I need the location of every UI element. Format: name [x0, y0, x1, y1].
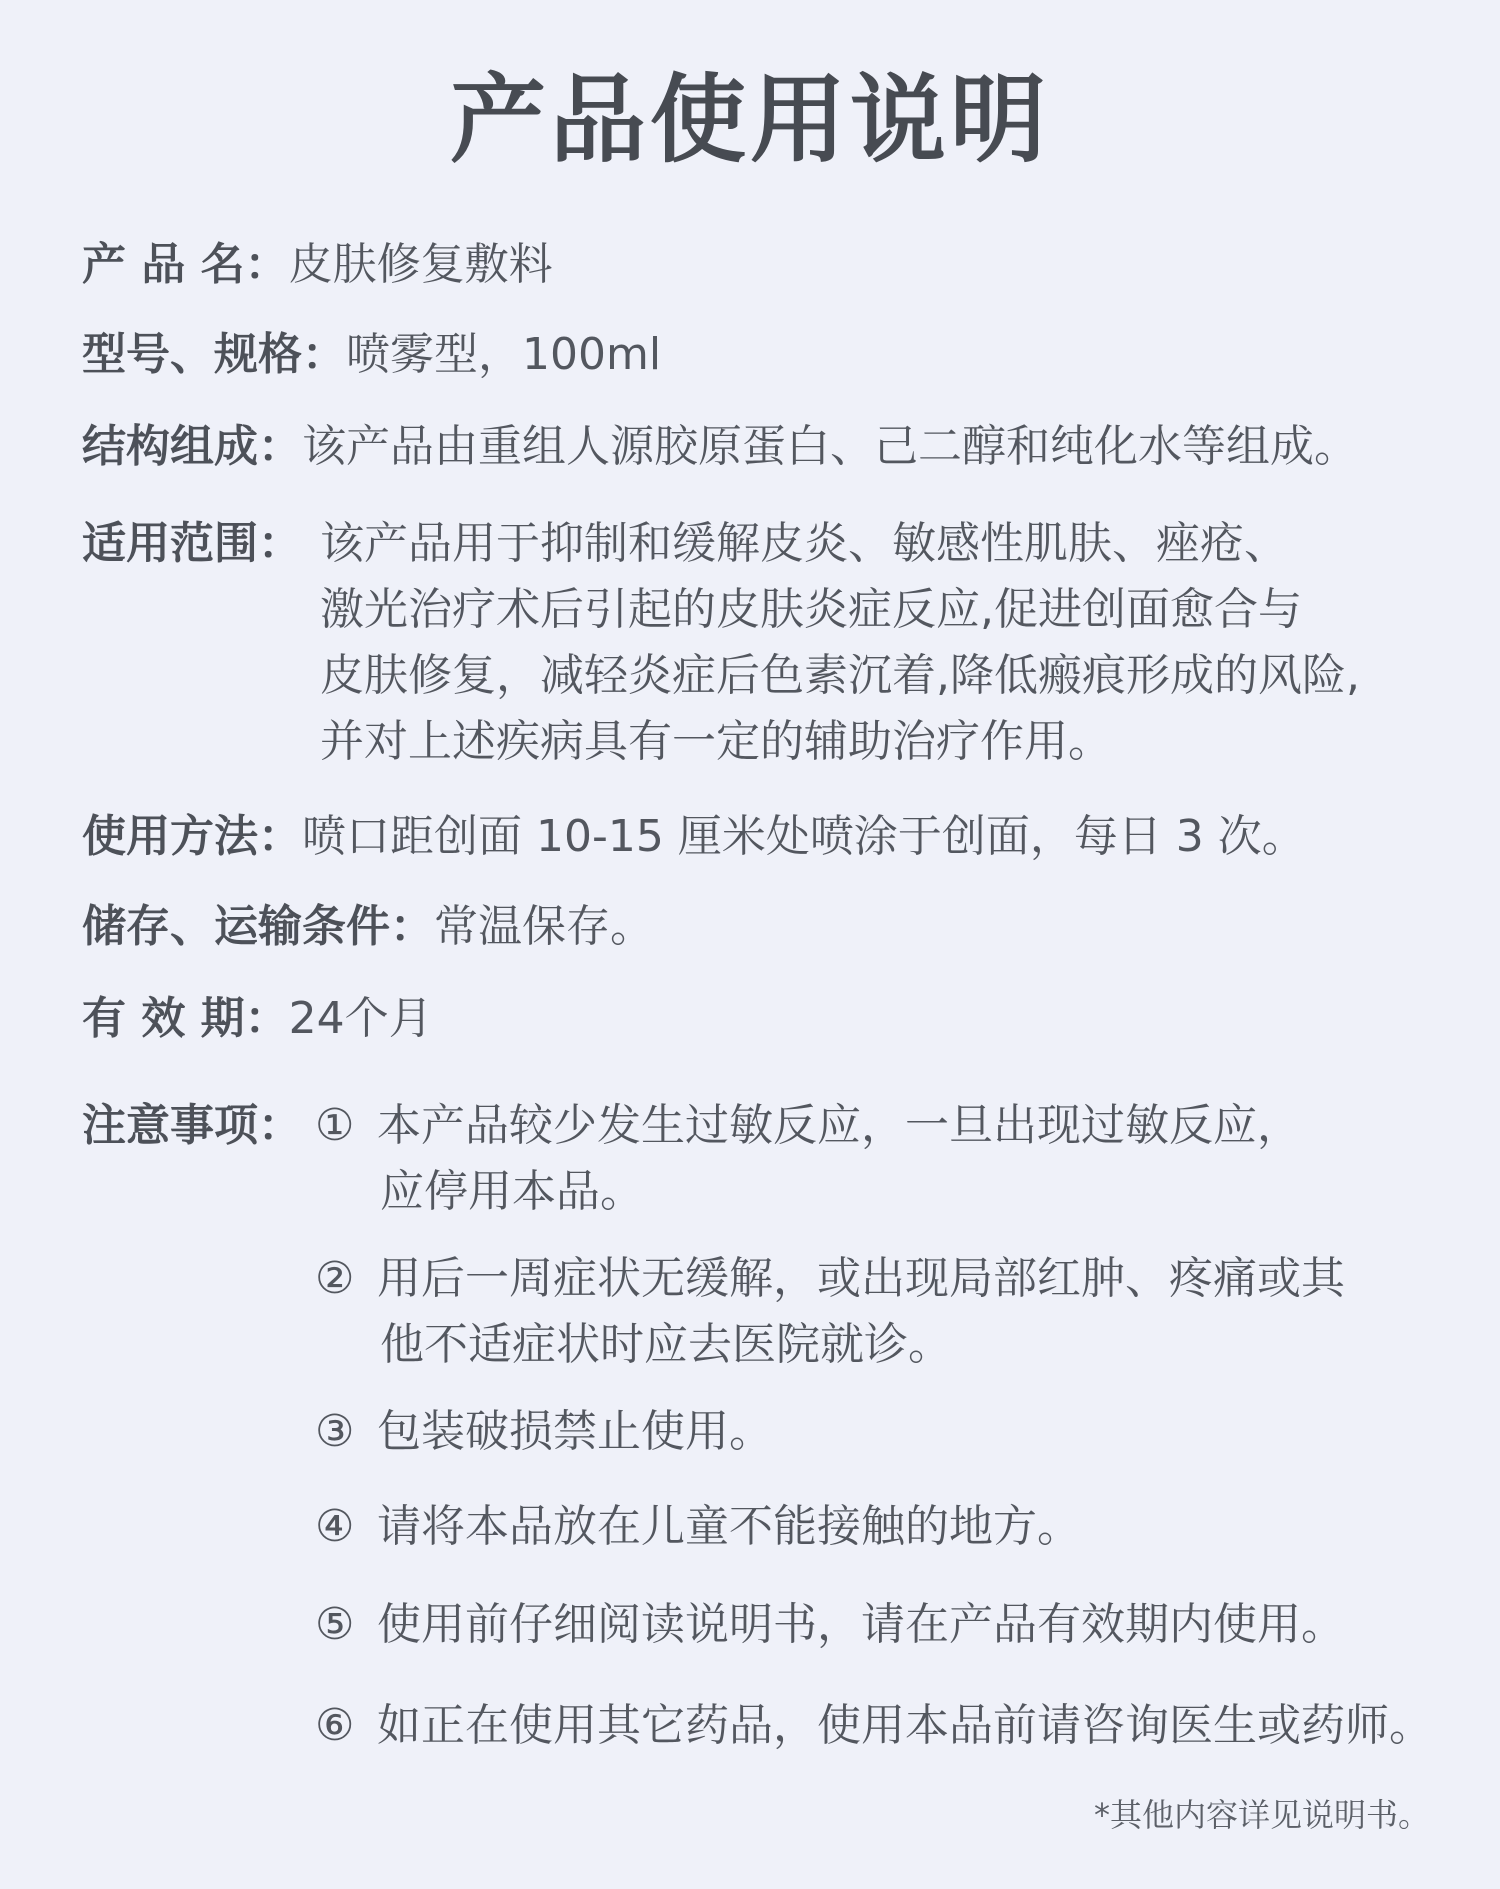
page-title: 产品使用说明 — [450, 64, 1050, 176]
note-item — [315, 1494, 1081, 1560]
note-number: ③ — [315, 1406, 355, 1457]
note-text: 使用前仔细阅读说明书，请在产品有效期内使用。 — [377, 1599, 1345, 1650]
model-value: 喷雾型，100ml — [346, 329, 662, 380]
product-name-value: 皮肤修复敷料 — [288, 239, 553, 290]
model-label: 型号、规格： — [82, 329, 346, 380]
note-text: 请将本品放在儿童不能接触的地方。 — [377, 1501, 1081, 1552]
note-number: ⑥ — [315, 1700, 355, 1751]
note-text: 本产品较少发生过敏反应，一旦出现过敏反应， — [377, 1100, 1301, 1151]
scope-label: 适用范围： — [82, 518, 302, 569]
composition-row — [82, 414, 1358, 480]
storage-label: 储存、运输条件： — [82, 901, 434, 952]
note-number: ② — [315, 1253, 355, 1304]
note-number: ⑤ — [315, 1599, 355, 1650]
validity-label: 有 效 期： — [82, 993, 289, 1044]
notes-label-row — [82, 1093, 302, 1159]
notes-label: 注意事项： — [82, 1100, 302, 1151]
scope-line: 激光治疗术后引起的皮肤炎症反应,促进创面愈合与 — [320, 584, 1302, 635]
product-name-row — [82, 232, 553, 298]
note-number: ① — [315, 1100, 355, 1151]
note-item — [315, 1246, 1345, 1312]
usage-label: 使用方法： — [82, 811, 302, 862]
validity-row — [82, 986, 433, 1052]
footnote: *其他内容详见说明书。 — [1093, 1796, 1430, 1834]
note-number: ④ — [315, 1501, 355, 1552]
note-text: 如正在使用其它药品，使用本品前请咨询医生或药师。 — [377, 1700, 1433, 1751]
note-text: 用后一周症状无缓解，或出现局部红肿、疼痛或其 — [377, 1253, 1345, 1304]
scope-line: 该产品用于抑制和缓解皮炎、敏感性肌肤、痤疮、 — [320, 518, 1288, 569]
note-item — [315, 1693, 1433, 1759]
validity-value: 24个月 — [288, 993, 433, 1044]
composition-label: 结构组成： — [82, 421, 302, 472]
model-row — [82, 322, 661, 388]
note-item — [315, 1399, 773, 1465]
storage-row — [82, 894, 654, 960]
storage-value: 常温保存。 — [434, 901, 654, 952]
note-item — [315, 1592, 1345, 1658]
usage-value: 喷口距创面 10-15 厘米处喷涂于创面，每日 3 次。 — [302, 811, 1306, 862]
composition-value: 该产品由重组人源胶原蛋白、己二醇和纯化水等组成。 — [302, 421, 1358, 472]
note-text-cont: 应停用本品。 — [380, 1166, 644, 1217]
note-item — [315, 1093, 1301, 1159]
usage-row — [82, 804, 1306, 870]
note-text: 包装破损禁止使用。 — [377, 1406, 773, 1457]
scope-label-row — [82, 511, 302, 577]
scope-line: 并对上述疾病具有一定的辅助治疗作用。 — [320, 716, 1112, 767]
note-text-cont: 他不适症状时应去医院就诊。 — [380, 1319, 952, 1370]
scope-line: 皮肤修复，减轻炎症后色素沉着,降低瘢痕形成的风险, — [320, 650, 1360, 701]
product-name-label: 产 品 名： — [82, 239, 289, 290]
